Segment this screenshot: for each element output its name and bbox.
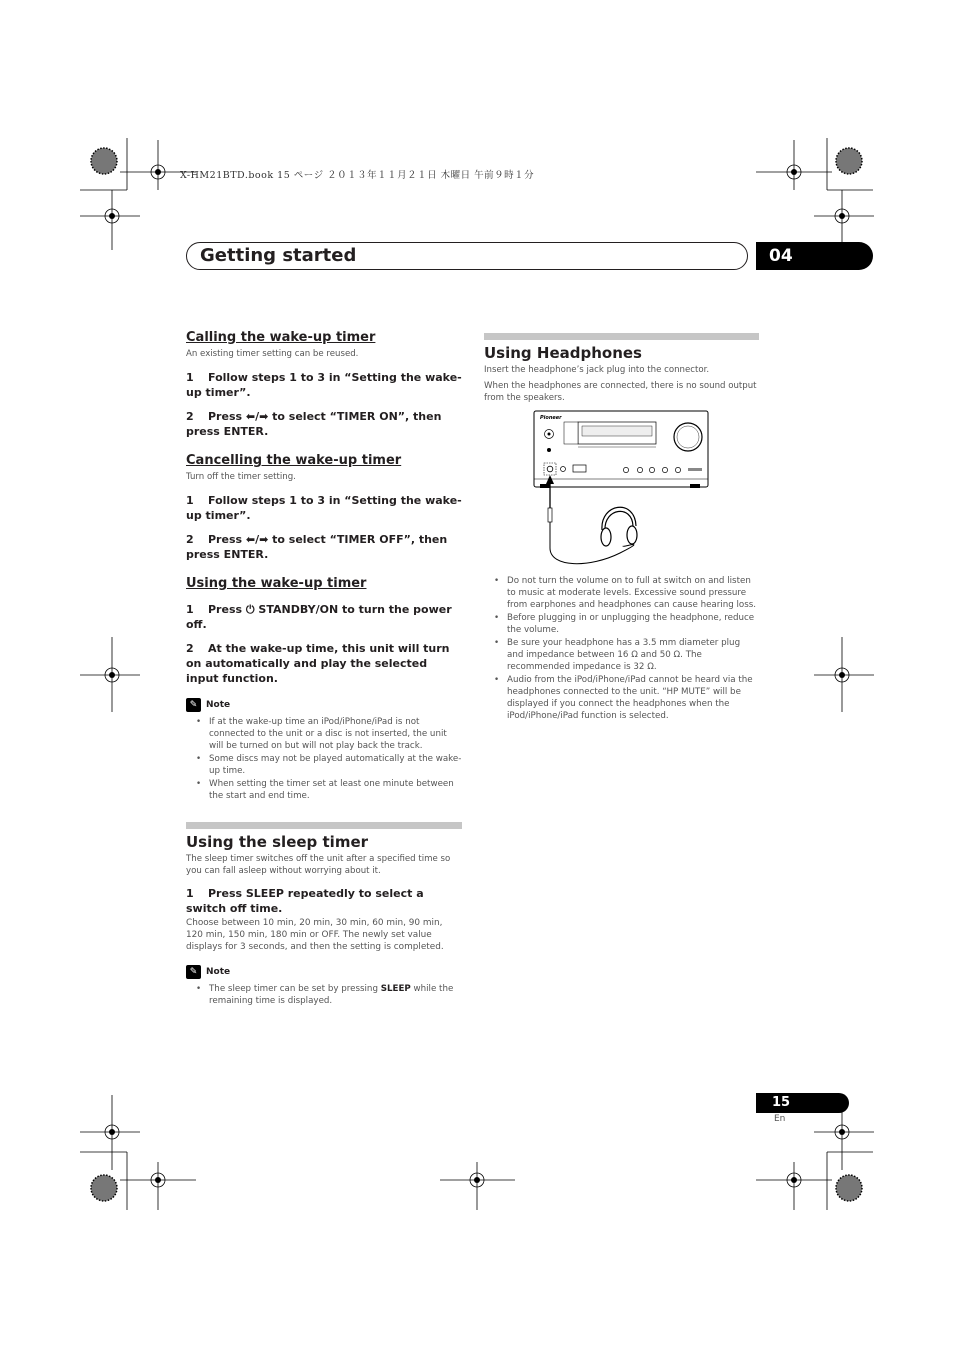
- list-item: • Before plugging in or unplugging the headphone, reduce the volume.: [484, 612, 759, 636]
- page-number: 15: [756, 1093, 849, 1113]
- step: 1 Follow steps 1 to 3 in “Setting the wake-up timer”.: [186, 494, 462, 522]
- list-item: • Audio from the iPod/iPhone/iPad cannot be heard via the headphones connected to the unit. “HP MUTE” will be displayed if you connect the headphones when the iPod/iPhone/iPad function is selected.: [484, 674, 759, 722]
- list-item: • Be sure your headphone has a 3.5 mm diameter plug and impedance between 16 Ω and 50 Ω. The recommended impedance is 32 Ω.: [484, 637, 759, 673]
- section-intro: The sleep timer switches off the unit after a specified time so you can fall asleep without worrying about it.: [186, 854, 451, 876]
- headphone-notes: [484, 575, 759, 723]
- note-heading: ✎ Note: [186, 698, 462, 712]
- paragraph: Choose between 10 min, 20 min, 30 min, 60 min, 90 min, 120 min, 150 min, 180 min or OFF. The newly set value displays for 3 seconds, and then the setting is completed.: [186, 918, 444, 952]
- step: 2 At the wake-up time, this unit will turn on automatically and play the selected input function.: [186, 642, 450, 685]
- step: 2 Press ⬅/➡ to select “TIMER ON”, then press ENTER.: [186, 410, 442, 438]
- section-intro: An existing timer setting can be reused.: [186, 349, 359, 359]
- section-intro: Turn off the timer setting.: [186, 472, 296, 482]
- section-heading: Using the wake-up timer: [186, 576, 367, 591]
- pencil-icon: ✎: [186, 698, 201, 712]
- device-unit: [534, 411, 708, 488]
- headphones-illustration: [530, 408, 715, 573]
- sleep-timer-section: [186, 833, 462, 1007]
- using-wakeup-section: [186, 576, 462, 802]
- right-column: [484, 333, 759, 404]
- section-heading: Using the sleep timer: [186, 833, 369, 851]
- list-item: • The sleep timer can be set by pressing SLEEP while the remaining time is displayed.: [186, 983, 462, 1007]
- list-item: • Do not turn the volume on to full at switch on and listen to music at moderate levels. Excessive sound pressure from earphones and headphones can cause hearing loss.: [484, 575, 759, 611]
- step: 1 Press ⏻ STANDBY/ON to turn the power off.: [186, 603, 452, 631]
- bullet-list: [484, 575, 759, 722]
- calling-wakeup-section: [186, 330, 462, 439]
- step: 2 Press ⬅/➡ to select “TIMER OFF”, then press ENTER.: [186, 533, 448, 561]
- step: 1 Press SLEEP repeatedly to select a switch off time.: [186, 887, 424, 915]
- section-bar: [186, 822, 462, 829]
- section-intro: Insert the headphone’s jack plug into the connector.: [484, 365, 710, 375]
- section-heading: Calling the wake-up timer: [186, 330, 376, 345]
- section-bar: [484, 333, 759, 340]
- chapter-number: 04: [756, 242, 873, 270]
- list-item: • If at the wake-up time an iPod/iPhone/iPad is not connected to the unit or a disc is not inserted, the unit will be turned on but will not play back the track.: [186, 716, 462, 752]
- language-label: En: [774, 1114, 786, 1124]
- note-list: [186, 716, 462, 802]
- page-title: Getting started: [200, 245, 357, 266]
- print-header: X-HM21BTD.book 15 ページ ２０１３年１１月２１日 木曜日 午前９時１分: [180, 170, 535, 181]
- left-column: [186, 330, 462, 1008]
- section-heading: Cancelling the wake-up timer: [186, 453, 402, 468]
- note-heading: ✎ Note: [186, 965, 462, 979]
- list-item: • Some discs may not be played automatically at the wake-up time.: [186, 753, 462, 777]
- cancelling-wakeup-section: [186, 453, 462, 562]
- list-item: • When setting the timer set at least one minute between the start and end time.: [186, 778, 462, 802]
- headphones: [601, 507, 637, 546]
- pencil-icon: ✎: [186, 965, 201, 979]
- device-brand: Pioneer: [540, 415, 562, 421]
- section-intro: When the headphones are connected, there is no sound output from the speakers.: [484, 381, 757, 403]
- step: 1 Follow steps 1 to 3 in “Setting the wake-up timer”.: [186, 371, 462, 399]
- section-heading: Using Headphones: [484, 344, 642, 362]
- note-list: [186, 983, 462, 1007]
